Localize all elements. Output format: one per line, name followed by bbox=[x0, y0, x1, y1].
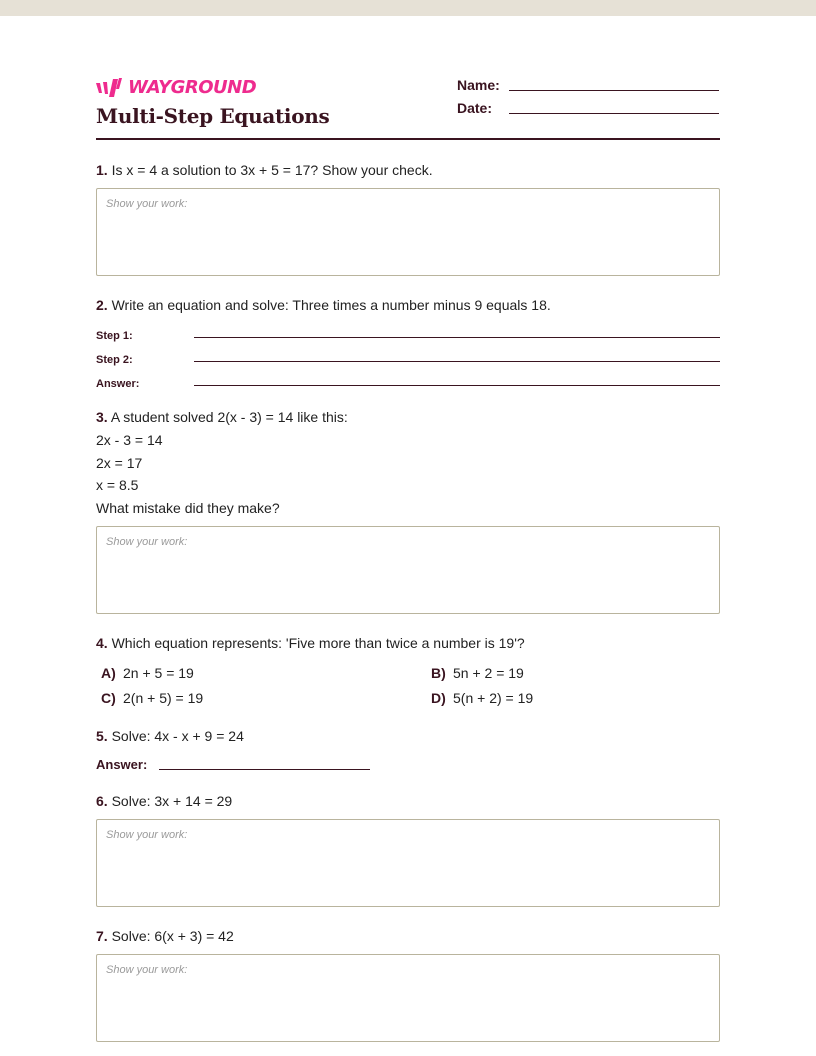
date-label: Date: bbox=[457, 100, 493, 116]
question-number: 6. bbox=[96, 793, 108, 809]
option-text: 2(n + 5) = 19 bbox=[123, 690, 204, 706]
question-7-prompt bbox=[96, 927, 720, 945]
step-label: Step 1: bbox=[96, 330, 133, 342]
question-3 bbox=[96, 408, 720, 614]
brand-logo bbox=[96, 78, 256, 98]
student-work-line: 2x = 17 bbox=[96, 454, 143, 471]
question-1 bbox=[96, 161, 720, 276]
step-row[interactable] bbox=[96, 318, 720, 342]
name-field[interactable] bbox=[457, 77, 719, 93]
top-strip bbox=[0, 0, 816, 16]
question-text: Solve: 6(x + 3) = 42 bbox=[111, 928, 234, 944]
date-line[interactable] bbox=[509, 113, 719, 114]
student-work-line: x = 8.5 bbox=[96, 477, 139, 493]
question-text: Is x = 4 a solution to 3x + 5 = 17? Show your check. bbox=[111, 162, 433, 178]
work-hint: Show your work: bbox=[106, 198, 188, 210]
question-text: Write an equation and solve: Three times a number minus 9 equals 18. bbox=[111, 297, 551, 313]
option-c[interactable] bbox=[96, 690, 426, 706]
step-line[interactable] bbox=[194, 385, 720, 386]
name-line[interactable] bbox=[509, 90, 719, 91]
question-1-prompt bbox=[96, 161, 720, 179]
question-number: 4. bbox=[96, 635, 108, 651]
question-4 bbox=[96, 634, 720, 706]
question-5 bbox=[96, 727, 720, 772]
option-text: 5n + 2 = 19 bbox=[453, 665, 524, 681]
option-a[interactable] bbox=[96, 665, 426, 681]
work-box[interactable] bbox=[96, 819, 720, 907]
answer-label: Answer: bbox=[96, 757, 148, 772]
answer-line[interactable] bbox=[159, 769, 370, 770]
worksheet-title: Multi-Step Equations bbox=[96, 104, 330, 128]
question-text: A student solved 2(x - 3) = 14 like this: bbox=[110, 409, 348, 425]
question-7 bbox=[96, 927, 720, 1042]
question-followup: What mistake did they make? bbox=[96, 499, 280, 516]
question-number: 7. bbox=[96, 928, 108, 944]
worksheet-page bbox=[96, 16, 720, 1042]
work-hint: Show your work: bbox=[106, 964, 188, 976]
question-text: Solve: 4x - x + 9 = 24 bbox=[111, 728, 244, 744]
date-field[interactable] bbox=[457, 100, 719, 116]
answer-row[interactable] bbox=[96, 757, 720, 772]
name-label: Name: bbox=[457, 77, 500, 93]
question-text: Which equation represents: 'Five more than twice a number is 19'? bbox=[111, 635, 525, 651]
question-text: Solve: 3x + 14 = 29 bbox=[111, 793, 233, 809]
step-label: Answer: bbox=[96, 378, 140, 390]
question-2 bbox=[96, 296, 720, 390]
question-number: 5. bbox=[96, 728, 108, 744]
option-b[interactable] bbox=[426, 665, 720, 681]
option-text: 5(n + 2) = 19 bbox=[453, 690, 534, 706]
step-row[interactable] bbox=[96, 366, 720, 390]
step-lines bbox=[96, 318, 720, 390]
question-number: 2. bbox=[96, 297, 108, 313]
work-box[interactable] bbox=[96, 188, 720, 276]
work-box[interactable] bbox=[96, 526, 720, 614]
question-number: 3. bbox=[96, 409, 108, 425]
option-letter: A) bbox=[101, 665, 116, 681]
brand-name: WAYGROUND bbox=[128, 77, 257, 98]
option-letter: C) bbox=[101, 690, 116, 706]
question-number: 1. bbox=[96, 162, 108, 178]
option-text: 2n + 5 = 19 bbox=[123, 665, 194, 681]
worksheet-header bbox=[96, 16, 720, 139]
question-3-prompt bbox=[96, 408, 720, 426]
question-6-prompt bbox=[96, 792, 720, 810]
student-work-line: 2x - 3 = 14 bbox=[96, 432, 163, 448]
work-hint: Show your work: bbox=[106, 829, 188, 841]
option-letter: D) bbox=[431, 690, 446, 706]
step-line[interactable] bbox=[194, 361, 720, 362]
option-letter: B) bbox=[431, 665, 446, 681]
step-label: Step 2: bbox=[96, 354, 133, 366]
header-rule bbox=[96, 138, 720, 140]
step-row[interactable] bbox=[96, 342, 720, 366]
question-2-prompt bbox=[96, 296, 720, 314]
question-4-prompt bbox=[96, 634, 720, 652]
work-box[interactable] bbox=[96, 954, 720, 1042]
option-d[interactable] bbox=[426, 690, 720, 706]
step-line[interactable] bbox=[194, 337, 720, 338]
question-5-prompt bbox=[96, 727, 720, 745]
question-6 bbox=[96, 792, 720, 907]
answer-options bbox=[96, 665, 720, 706]
work-hint: Show your work: bbox=[106, 536, 188, 548]
wayground-logo-icon bbox=[96, 78, 122, 98]
